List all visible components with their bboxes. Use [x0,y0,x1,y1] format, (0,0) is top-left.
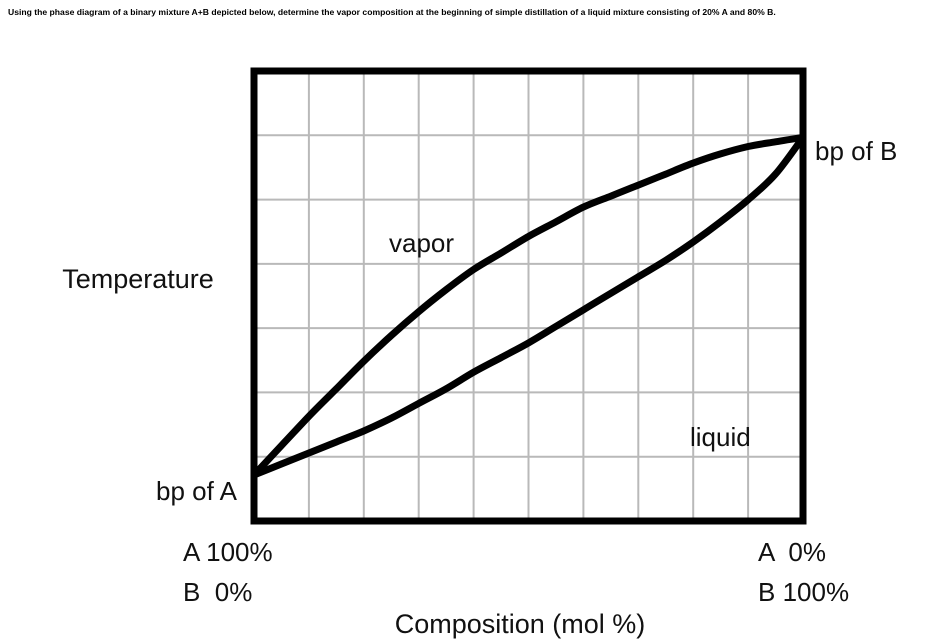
x-axis-label: Composition (mol %) [394,609,646,639]
y-axis-label: Temperature [62,264,214,294]
vapor-region-label: vapor [389,228,455,258]
x-tick-right-a: A 0% [758,537,826,567]
liquid-region-label: liquid [690,422,751,452]
bp-b-label: bp of B [815,136,898,166]
question-text: Using the phase diagram of a binary mixture A+B depicted below, determine the vapor composition at the beginning of simple distillation of a liquid mixture consisting of 20% A and 80% B. [8,7,776,17]
bp-a-label: bp of A [156,476,237,506]
x-tick-left-a: A 100% [183,537,273,567]
x-tick-left-b: B 0% [183,577,253,607]
x-tick-right-b: B 100% [758,577,850,607]
grid-lines [254,71,803,521]
